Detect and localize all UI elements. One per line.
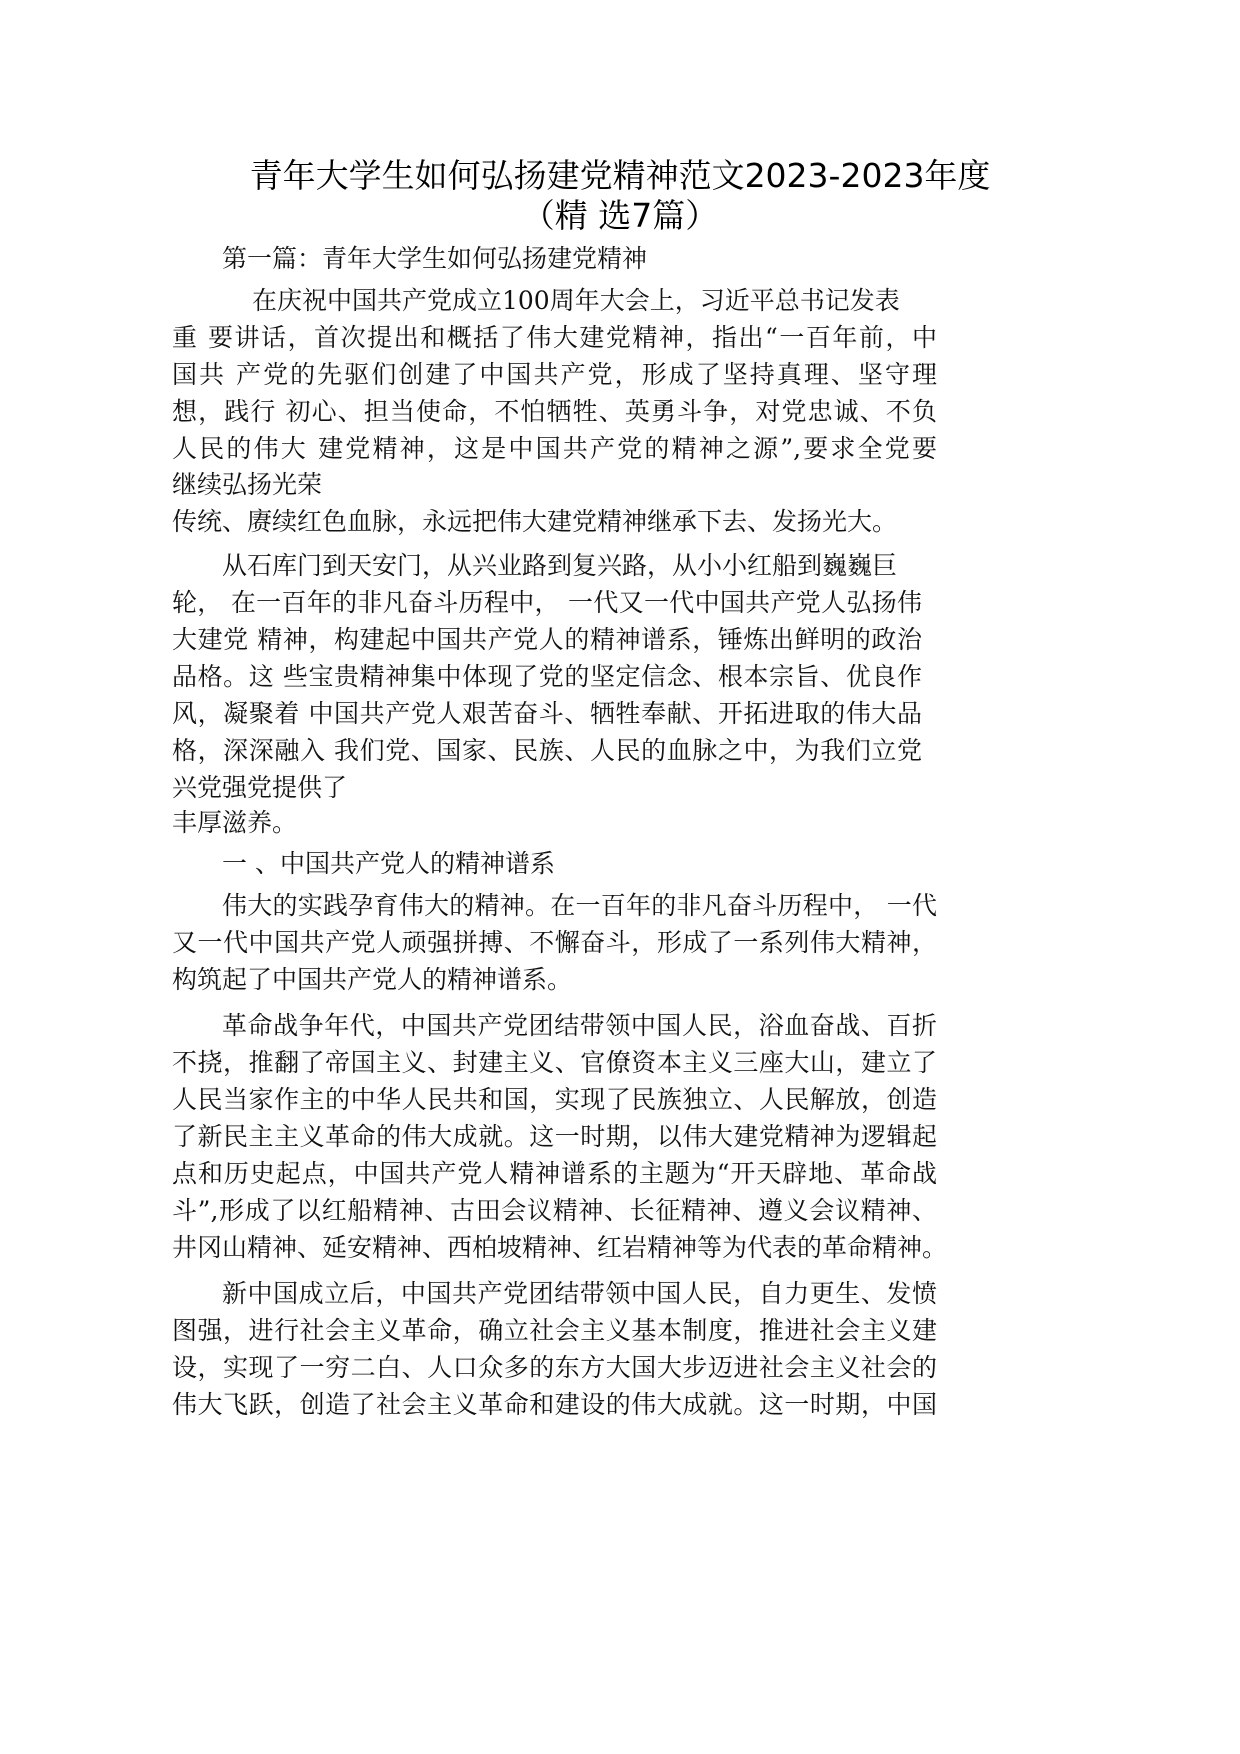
body-line: 重 要讲话，首次提出和概括了伟大建党精神，指出“一百年前，中 [172,323,937,352]
body-line: 人民当家作主的中华人民共和国，实现了民族独立、人民解放，创造 [172,1085,937,1114]
body-line: 从石库门到天安门，从兴业路到复兴路，从小小红船到巍巍巨 [222,551,898,580]
body-line: 点和历史起点，中国共产党人精神谱系的主题为“开天辟地、革命战 [172,1159,937,1188]
body-line: 国共 产党的先驱们创建了中国共产党，形成了坚持真理、坚守理 [172,360,937,389]
body-line: 了新民主主义革命的伟大成就。这一时期，以伟大建党精神为逻辑起 [172,1122,937,1151]
body-line: 继续弘扬光荣 [172,470,323,499]
body-line: 兴党强党提供了 [172,773,348,802]
body-line: 伟大的实践孕育伟大的精神。在一百年的非凡奋斗历程中， 一代 [222,891,937,920]
body-line: 风，凝聚着 中国共产党人艰苦奋斗、牺牲奉献、开拓进取的伟大品 [172,699,922,728]
body-line: 丰厚滋养。 [172,808,298,837]
section-heading: 一 、中国共产党人的精神谱系 [222,849,555,878]
body-line: 在庆祝中国共产党成立100周年大会上，习近平总书记发表 [252,286,900,315]
body-line: 传统、赓续红色血脉，永远把伟大建党精神继承下去、发扬光大。 [172,507,898,536]
body-line: 不挠，推翻了帝国主义、封建主义、官僚资本主义三座大山，建立了 [172,1048,937,1077]
body-line: 格，深深融入 我们党、国家、民族、人民的血脉之中，为我们立党 [172,736,922,765]
body-line: 想，践行 初心、担当使命，不怕牺牲、英勇斗争，对党忠诚、不负 [172,397,937,426]
body-line: 人民的伟大 建党精神，这是中国共产党的精神之源”,要求全党要 [172,434,937,463]
body-line: 伟大飞跃，创造了社会主义革命和建设的伟大成就。这一时期，中国 [172,1390,937,1419]
body-line: 斗”,形成了以红船精神、古田会议精神、长征精神、遵义会议精神、 [172,1196,937,1225]
body-line: 大建党 精神，构建起中国共产党人的精神谱系，锤炼出鲜明的政治 [172,625,922,654]
body-line: 井冈山精神、延安精神、西柏坡精神、红岩精神等为代表的革命精神。 [172,1233,948,1262]
body-line: 图强，进行社会主义革命，确立社会主义基本制度，推进社会主义建 [172,1316,937,1345]
body-line: 新中国成立后，中国共产党团结带领中国人民，自力更生、发愤 [222,1279,937,1308]
body-line: 轮， 在一百年的非凡奋斗历程中， 一代又一代中国共产党人弘扬伟 [172,588,922,617]
body-line: 品格。这 些宝贵精神集中体现了党的坚定信念、根本宗旨、优良作 [172,662,922,691]
body-line: 设，实现了一穷二白、人口众多的东方大国大步迈进社会主义社会的 [172,1353,937,1382]
document-title-line-1: 青年大学生如何弘扬建党精神范文2023-2023年度 [249,156,991,195]
body-line: 构筑起了中国共产党人的精神谱系。 [172,965,573,994]
body-line: 革命战争年代，中国共产党团结带领中国人民，浴血奋战、百折 [222,1011,937,1040]
document-title-line-2: （精 选7篇） [521,196,719,235]
chapter-heading: 第一篇：青年大学生如何弘扬建党精神 [222,244,648,273]
body-line: 又一代中国共产党人顽强拼搏、不懈奋斗，形成了一系列伟大精神， [172,928,937,957]
